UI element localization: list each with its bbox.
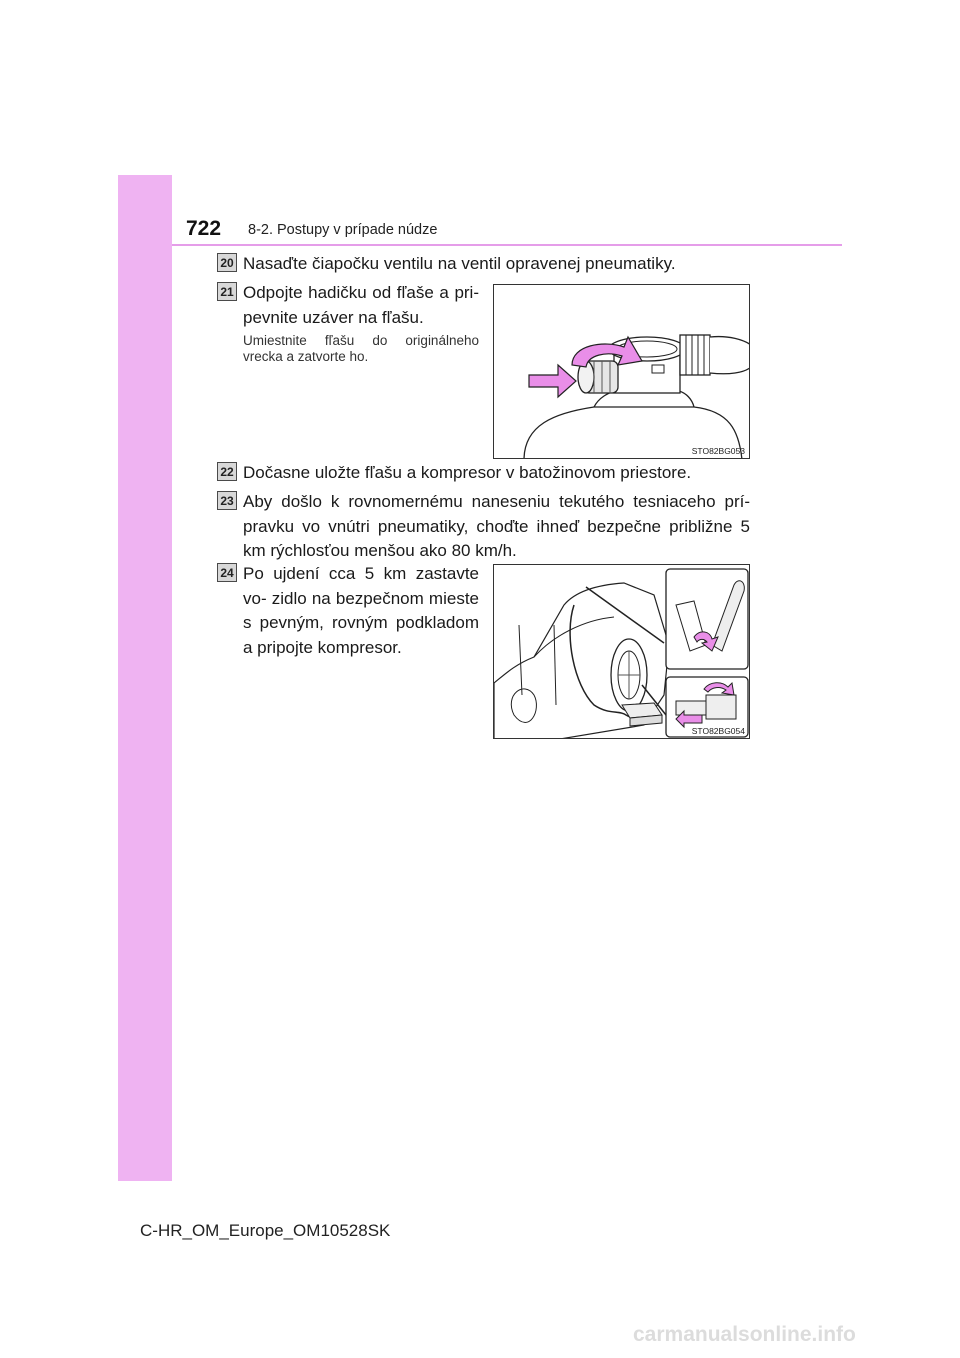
step-text-23: Aby došlo k rovnomernému naneseniu tekutého tesniaceho prí- pravku vo vnútri pneumatiky, choďte ihneď bezpečne približne 5 km rýchlosťou menšou ako 80 km/h. — [243, 492, 750, 560]
figure-bottle-cap — [493, 284, 750, 459]
watermark-text: carmanualsonline.info — [633, 1323, 856, 1346]
header-divider — [172, 244, 842, 246]
step-badge-22: 22 — [217, 462, 237, 481]
figure-code: STO82BG053 — [691, 446, 745, 456]
step-text-24: Po ujdení cca 5 km zastavte vo- zidlo na bezpečnom mieste s pevným, rovným podkladom a pripojte kompresor. — [243, 564, 479, 657]
step-badge-21: 21 — [217, 282, 237, 301]
compressor-illustration — [494, 565, 750, 739]
step-text-20: Nasaďte čiapočku ventilu na ventil opravenej pneumatiky. — [243, 254, 676, 273]
step-note-21: Umiestnite fľašu do originálneho vrecka a zatvorte ho. — [243, 333, 479, 364]
bottle-cap-illustration — [494, 285, 750, 459]
page-number: 722 — [186, 217, 222, 240]
chapter-sidebar-tab — [118, 175, 172, 1181]
figure-code: STO82BG054 — [691, 726, 745, 736]
step-badge-24: 24 — [217, 563, 237, 582]
step-text-22: Dočasne uložte fľašu a kompresor v batožinovom priestore. — [243, 463, 692, 482]
figure-compressor-connect — [493, 564, 750, 739]
document-code: C-HR_OM_Europe_OM10528SK — [140, 1221, 391, 1240]
section-title: 8-2. Postupy v prípade núdze — [248, 222, 438, 238]
step-badge-23: 23 — [217, 491, 237, 510]
step-text-21: Odpojte hadičku od fľaše a pri- pevnite uzáver na fľašu. — [243, 283, 479, 327]
step-badge-20: 20 — [217, 253, 237, 272]
